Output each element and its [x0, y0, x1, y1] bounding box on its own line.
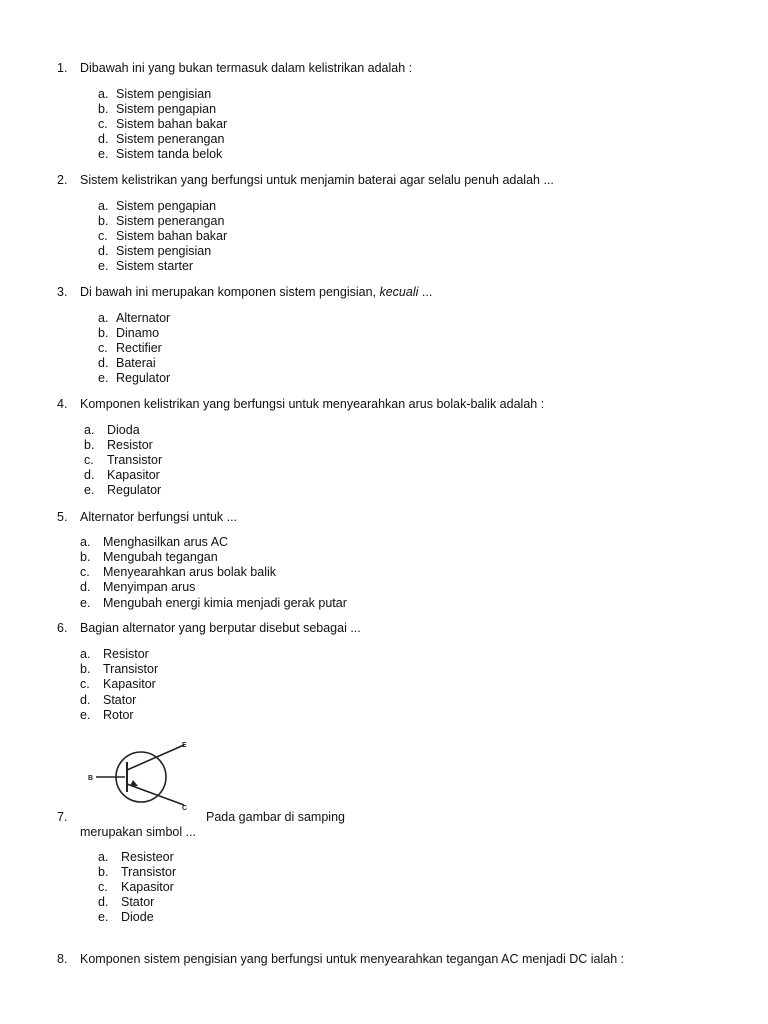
- transistor-emitter-lead: [127, 745, 184, 770]
- q6-option-b-letter: b.: [80, 662, 91, 676]
- q7-option-c-letter: c.: [98, 880, 108, 894]
- q6-option-e-letter: e.: [80, 708, 91, 722]
- q3-option-d-letter: d.: [98, 356, 109, 370]
- q6-option-b: Transistor: [103, 662, 159, 676]
- q3-option-b: Dinamo: [116, 326, 160, 340]
- q7-option-b: Transistor: [121, 865, 177, 879]
- q3-option-d: Baterai: [116, 356, 156, 370]
- label-collector: C: [182, 805, 188, 812]
- label-base: B: [88, 775, 94, 782]
- q5-option-a: Menghasilkan arus AC: [103, 535, 229, 549]
- q4-text: Komponen kelistrikan yang berfungsi untuk menyearahkan arus bolak-balik adalah :: [80, 397, 545, 411]
- q7-number: 7.: [57, 810, 68, 824]
- q4-option-b-letter: b.: [84, 438, 95, 452]
- q2-option-c: Sistem bahan bakar: [116, 229, 228, 243]
- q2-option-a: Sistem pengapian: [116, 199, 217, 213]
- q5-option-c-letter: c.: [80, 565, 90, 579]
- label-emitter: E: [182, 742, 187, 749]
- q4-option-e: Regulator: [107, 483, 162, 497]
- q3-option-a: Alternator: [116, 311, 171, 325]
- q5-option-d: Menyimpan arus: [103, 580, 196, 594]
- q3-text-main: Di bawah ini merupakan komponen sistem pengisian,: [80, 285, 380, 299]
- q4-number: 4.: [57, 397, 68, 411]
- q2-option-d-letter: d.: [98, 244, 109, 258]
- q1-option-c: Sistem bahan bakar: [116, 117, 228, 131]
- q5-option-e-letter: e.: [80, 596, 91, 610]
- q7-option-d: Stator: [121, 895, 155, 909]
- q6-option-d-letter: d.: [80, 693, 91, 707]
- q6-option-e: Rotor: [103, 708, 134, 722]
- q1-option-b-letter: b.: [98, 102, 109, 116]
- q7-option-b-letter: b.: [98, 865, 109, 879]
- q7-option-a: Resisteor: [121, 850, 174, 864]
- q5-text: Alternator berfungsi untuk ...: [80, 510, 238, 524]
- q1-option-d-letter: d.: [98, 132, 109, 146]
- transistor-symbol: [84, 737, 204, 813]
- q4-option-c-letter: c.: [84, 453, 94, 467]
- q7-text: Pada gambar di samping: [206, 810, 345, 824]
- q3-text: [80, 285, 432, 300]
- q1-option-e: Sistem tanda belok: [116, 147, 223, 161]
- q1-option-c-letter: c.: [98, 117, 108, 131]
- q4-option-e-letter: e.: [84, 483, 95, 497]
- q1-option-b: Sistem pengapian: [116, 102, 217, 116]
- q3-text-tail: ...: [418, 285, 433, 299]
- q3-option-c: Rectifier: [116, 341, 162, 355]
- q2-option-d: Sistem pengisian: [116, 244, 212, 258]
- q2-number: 2.: [57, 173, 68, 187]
- q3-option-e-letter: e.: [98, 371, 109, 385]
- transistor-arrow-icon: [130, 780, 138, 786]
- q3-option-a-letter: a.: [98, 311, 109, 325]
- q8-text: Komponen sistem pengisian yang berfungsi untuk menyearahkan tegangan AC menjadi DC ialah :: [80, 952, 625, 966]
- q5-option-b: Mengubah tegangan: [103, 550, 218, 564]
- q1-number: 1.: [57, 61, 68, 75]
- q4-option-c: Transistor: [107, 453, 163, 467]
- q7-text-line2: merupakan simbol ...: [80, 825, 197, 839]
- q6-text: Bagian alternator yang berputar disebut sebagai ...: [80, 621, 361, 635]
- q3-text-emphasis: kecuali: [379, 285, 419, 299]
- q5-option-c: Menyearahkan arus bolak balik: [103, 565, 277, 579]
- q5-option-b-letter: b.: [80, 550, 91, 564]
- q7-option-a-letter: a.: [98, 850, 109, 864]
- q2-text: Sistem kelistrikan yang berfungsi untuk menjamin baterai agar selalu penuh adalah ...: [80, 173, 554, 187]
- q3-option-c-letter: c.: [98, 341, 108, 355]
- q3-option-b-letter: b.: [98, 326, 109, 340]
- q2-option-b: Sistem penerangan: [116, 214, 225, 228]
- q4-option-d-letter: d.: [84, 468, 95, 482]
- q5-number: 5.: [57, 510, 68, 524]
- q7-option-c: Kapasitor: [121, 880, 174, 894]
- q5-option-a-letter: a.: [80, 535, 91, 549]
- q3-option-e: Regulator: [116, 371, 171, 385]
- q2-option-e: Sistem starter: [116, 259, 194, 273]
- q4-option-a-letter: a.: [84, 423, 95, 437]
- q8-number: 8.: [57, 952, 68, 966]
- q1-option-d: Sistem penerangan: [116, 132, 225, 146]
- q4-option-a: Dioda: [107, 423, 140, 437]
- q2-option-a-letter: a.: [98, 199, 109, 213]
- q7-option-d-letter: d.: [98, 895, 109, 909]
- q6-number: 6.: [57, 621, 68, 635]
- q4-option-d: Kapasitor: [107, 468, 160, 482]
- q2-option-e-letter: e.: [98, 259, 109, 273]
- q2-option-c-letter: c.: [98, 229, 108, 243]
- q1-text: Dibawah ini yang bukan termasuk dalam kelistrikan adalah :: [80, 61, 413, 75]
- q5-option-d-letter: d.: [80, 580, 91, 594]
- q3-number: 3.: [57, 285, 68, 299]
- q6-option-d: Stator: [103, 693, 137, 707]
- q6-option-a: Resistor: [103, 647, 149, 661]
- q1-option-e-letter: e.: [98, 147, 109, 161]
- q4-option-b: Resistor: [107, 438, 153, 452]
- q7-option-e-letter: e.: [98, 910, 109, 924]
- q6-option-c-letter: c.: [80, 677, 90, 691]
- q6-option-c: Kapasitor: [103, 677, 156, 691]
- q2-option-b-letter: b.: [98, 214, 109, 228]
- q1-option-a-letter: a.: [98, 87, 109, 101]
- q6-option-a-letter: a.: [80, 647, 91, 661]
- q7-option-e: Diode: [121, 910, 154, 924]
- q1-option-a: Sistem pengisian: [116, 87, 212, 101]
- q5-option-e: Mengubah energi kimia menjadi gerak putar: [103, 596, 347, 610]
